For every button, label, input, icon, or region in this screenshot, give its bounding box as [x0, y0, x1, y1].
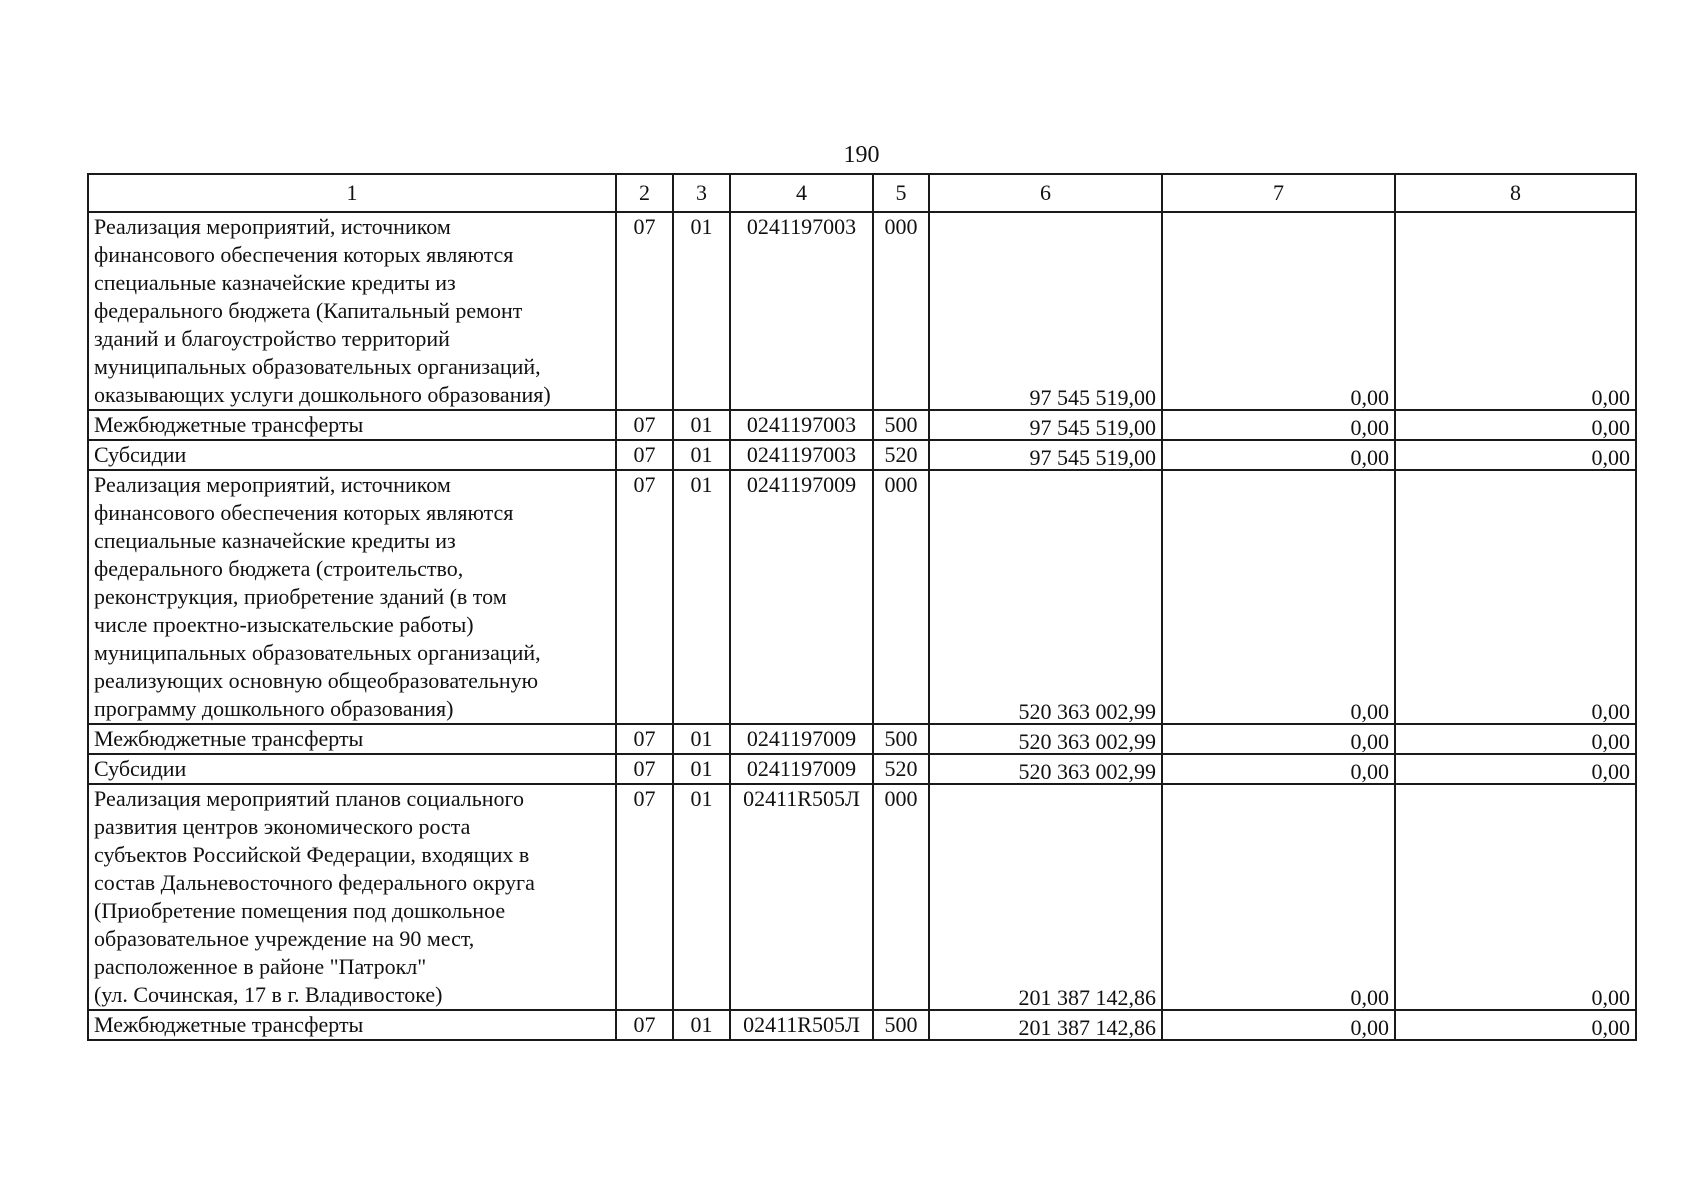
- budget-table: [87, 173, 1637, 1041]
- subsection-code: 01: [673, 440, 730, 470]
- expense-type-code: 500: [873, 410, 929, 440]
- amount-col7: 0,00: [1350, 445, 1389, 470]
- expense-type-code: 000: [873, 784, 929, 1010]
- amount-col6: 97 545 519,00: [1029, 445, 1156, 470]
- amount-col6: 520 363 002,99: [1018, 759, 1156, 784]
- target-article-code: 02411R505Л: [730, 784, 873, 1010]
- row-name: Субсидии: [94, 442, 187, 467]
- target-article-code: 0241197003: [730, 440, 873, 470]
- subsection-code: 01: [673, 212, 730, 410]
- subsection-code: 01: [673, 1010, 730, 1040]
- expense-type-code: 520: [873, 754, 929, 784]
- row-name: Межбюджетные трансферты: [94, 1012, 364, 1037]
- amount-col8: 0,00: [1591, 729, 1630, 754]
- table-row: [88, 754, 1636, 784]
- column-number-header-row: [88, 174, 1636, 212]
- section-code: 07: [616, 410, 673, 440]
- row-name: Субсидии: [94, 756, 187, 781]
- section-code: 07: [616, 212, 673, 410]
- table-row: [88, 470, 1636, 724]
- target-article-code: 0241197003: [730, 410, 873, 440]
- amount-col6: 520 363 002,99: [1018, 699, 1156, 724]
- expense-type-code: 000: [873, 470, 929, 724]
- column-header: 2: [616, 174, 673, 212]
- subsection-code: 01: [673, 470, 730, 724]
- target-article-code: 0241197009: [730, 470, 873, 724]
- amount-col6: 520 363 002,99: [1018, 729, 1156, 754]
- amount-col7: 0,00: [1350, 759, 1389, 784]
- amount-col8: 0,00: [1591, 385, 1630, 410]
- target-article-code: 0241197003: [730, 212, 873, 410]
- section-code: 07: [616, 724, 673, 754]
- table-row: [88, 784, 1636, 1010]
- amount-col7: 0,00: [1350, 729, 1389, 754]
- amount-col8: 0,00: [1591, 445, 1630, 470]
- expense-type-code: 500: [873, 724, 929, 754]
- amount-col7: 0,00: [1350, 385, 1389, 410]
- target-article-code: 0241197009: [730, 754, 873, 784]
- column-header: 7: [1162, 174, 1395, 212]
- amount-col6: 97 545 519,00: [1029, 385, 1156, 410]
- amount-col7: 0,00: [1350, 415, 1389, 440]
- row-name: Реализация мероприятий, источником финансового обеспечения которых являются специальные казначейские кредиты из федерального бюджета (Капитальный ремонт зданий и благоустройство территорий муниципальных образовательных организаций, оказывающих услуги дошкольного образования): [94, 214, 551, 407]
- table-row: [88, 212, 1636, 410]
- amount-col7: 0,00: [1350, 985, 1389, 1010]
- amount-col6: 97 545 519,00: [1029, 415, 1156, 440]
- amount-col6: 201 387 142,86: [1018, 985, 1156, 1010]
- table-row: [88, 410, 1636, 440]
- section-code: 07: [616, 440, 673, 470]
- table-row: [88, 1010, 1636, 1040]
- expense-type-code: 000: [873, 212, 929, 410]
- amount-col7: 0,00: [1350, 1015, 1389, 1040]
- section-code: 07: [616, 1010, 673, 1040]
- table-row: [88, 440, 1636, 470]
- subsection-code: 01: [673, 754, 730, 784]
- subsection-code: 01: [673, 410, 730, 440]
- section-code: 07: [616, 470, 673, 724]
- row-name: Реализация мероприятий, источником финансового обеспечения которых являются специальные казначейские кредиты из федерального бюджета (строительство, реконструкция, приобретение зданий (в том числе проектно-изыскательские работы) муниципальных образовательных организаций, реализующих основную общеобразовательную программу дошкольного образования): [94, 472, 541, 721]
- column-header: 1: [88, 174, 616, 212]
- row-name: Реализация мероприятий планов социального развития центров экономического роста субъектов Российской Федерации, входящих в состав Дальневосточного федерального округа (Приобретение помещения под дошкольное образовательное учреждение на 90 мест, расположенное в районе "Патрокл" (ул. Сочинская, 17 в г. Владивостоке): [94, 786, 535, 1007]
- section-code: 07: [616, 784, 673, 1010]
- amount-col8: 0,00: [1591, 415, 1630, 440]
- amount-col8: 0,00: [1591, 759, 1630, 784]
- column-header: 4: [730, 174, 873, 212]
- subsection-code: 01: [673, 784, 730, 1010]
- target-article-code: 0241197009: [730, 724, 873, 754]
- column-header: 6: [929, 174, 1162, 212]
- table-row: [88, 724, 1636, 754]
- expense-type-code: 500: [873, 1010, 929, 1040]
- page-number: 190: [843, 142, 880, 168]
- amount-col8: 0,00: [1591, 699, 1630, 724]
- column-header: 5: [873, 174, 929, 212]
- column-header: 3: [673, 174, 730, 212]
- row-name: Межбюджетные трансферты: [94, 412, 364, 437]
- amount-col8: 0,00: [1591, 1015, 1630, 1040]
- expense-type-code: 520: [873, 440, 929, 470]
- section-code: 07: [616, 754, 673, 784]
- column-header: 8: [1395, 174, 1636, 212]
- target-article-code: 02411R505Л: [730, 1010, 873, 1040]
- row-name: Межбюджетные трансферты: [94, 726, 364, 751]
- amount-col8: 0,00: [1591, 985, 1630, 1010]
- amount-col6: 201 387 142,86: [1018, 1015, 1156, 1040]
- subsection-code: 01: [673, 724, 730, 754]
- amount-col7: 0,00: [1350, 699, 1389, 724]
